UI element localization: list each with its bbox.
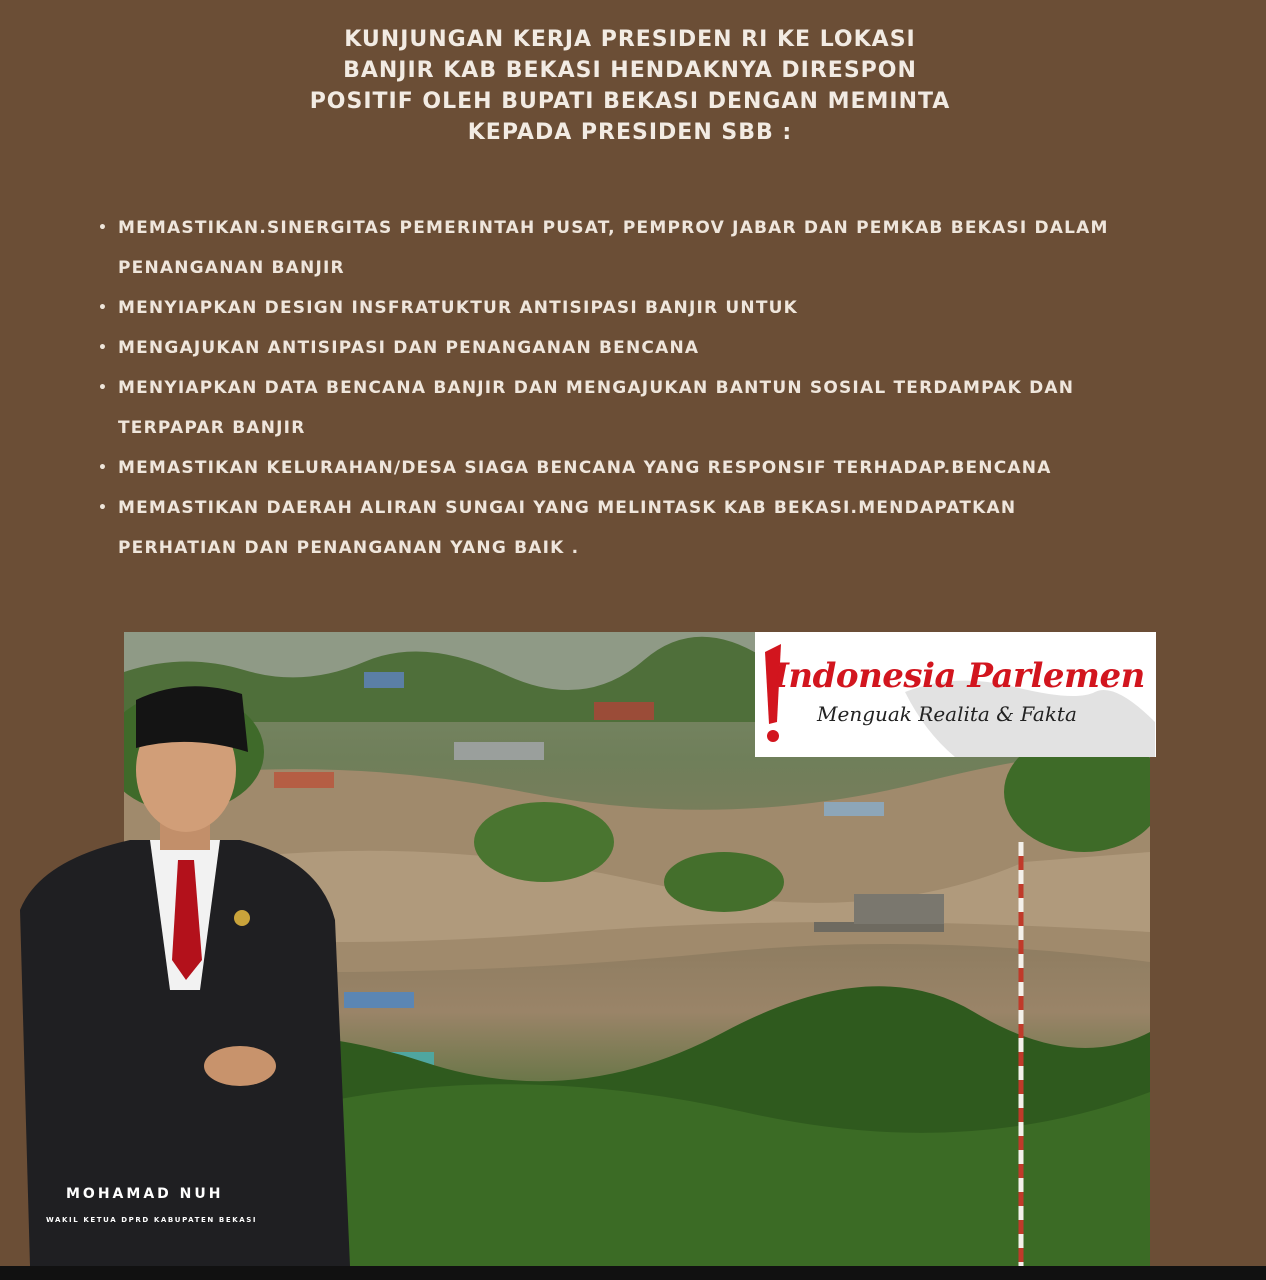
- bullet-icon: •: [98, 500, 109, 516]
- hands: [204, 1046, 276, 1086]
- list-item-text: MEMASTIKAN.SINERGITAS PEMERINTAH PUSAT, PEMPROV JABAR DAN PEMKAB BEKASI DALAM: [118, 218, 1109, 238]
- house-roof: [824, 802, 884, 816]
- list-item-continuation: [98, 528, 1208, 568]
- bullet-icon: •: [98, 380, 109, 396]
- house-roof: [454, 742, 544, 760]
- headline-line-4: KEPADA PRESIDEN SBB :: [467, 120, 793, 145]
- list-item: [98, 288, 1208, 328]
- list-item-continuation: [98, 248, 1208, 288]
- person-role: WAKIL KETUA DPRD KABUPATEN BEKASI: [46, 1216, 258, 1224]
- indonesia-parlemen-logo: [755, 632, 1156, 757]
- logo-title: Indonesia Parlemen: [773, 656, 1145, 696]
- tree-cluster: [664, 852, 784, 912]
- official-portrait: [20, 660, 350, 1266]
- list-item: [98, 328, 1208, 368]
- list-item-text: TERPAPAR BANJIR: [118, 418, 306, 438]
- list-item: [98, 448, 1208, 488]
- list-item-continuation: [98, 408, 1208, 448]
- headline-line-2: BANJIR KAB BEKASI HENDAKNYA DIRESPON: [343, 58, 917, 83]
- lapel-pin-icon: [234, 910, 250, 926]
- list-item-text: PERHATIAN DAN PENANGANAN YANG BAIK .: [118, 538, 580, 558]
- tree-cluster: [474, 802, 614, 882]
- bridge-pillars: [854, 894, 944, 924]
- headline-line-1: KUNJUNGAN KERJA PRESIDEN RI KE LOKASI: [344, 27, 916, 52]
- list-item-text: MENGAJUKAN ANTISIPASI DAN PENANGANAN BENCANA: [118, 338, 700, 358]
- bullet-icon: •: [98, 460, 109, 476]
- house-roof: [594, 702, 654, 720]
- headline: [230, 24, 1030, 148]
- list-item-text: MENYIAPKAN DATA BENCANA BANJIR DAN MENGAJUKAN BANTUN SOSIAL TERDAMPAK DAN: [118, 378, 1075, 398]
- list-item-text: PENANGANAN BANJIR: [118, 258, 345, 278]
- list-item-text: MENYIAPKAN DESIGN INSFRATUKTUR ANTISIPASI BANJIR UNTUK: [118, 298, 799, 318]
- house-roof: [344, 992, 414, 1008]
- house-roof: [364, 672, 404, 688]
- headline-line-3: POSITIF OLEH BUPATI BEKASI DENGAN MEMINTA: [309, 89, 951, 114]
- list-item-text: MEMASTIKAN DAERAH ALIRAN SUNGAI YANG MELINTASK KAB BEKASI.MENDAPATKAN: [118, 498, 1017, 518]
- logo-tagline: Menguak Realita & Fakta: [817, 702, 1077, 726]
- bottom-border: [0, 1266, 1266, 1280]
- bullet-icon: •: [98, 220, 109, 236]
- list-item: [98, 208, 1208, 248]
- request-list: [98, 208, 1208, 568]
- list-item: [98, 488, 1208, 528]
- person-name: MOHAMAD NUH: [66, 1186, 224, 1202]
- bullet-icon: •: [98, 300, 109, 316]
- list-item-text: MEMASTIKAN KELURAHAN/DESA SIAGA BENCANA YANG RESPONSIF TERHADAP.BENCANA: [118, 458, 1052, 478]
- bullet-icon: •: [98, 340, 109, 356]
- list-item: [98, 368, 1208, 408]
